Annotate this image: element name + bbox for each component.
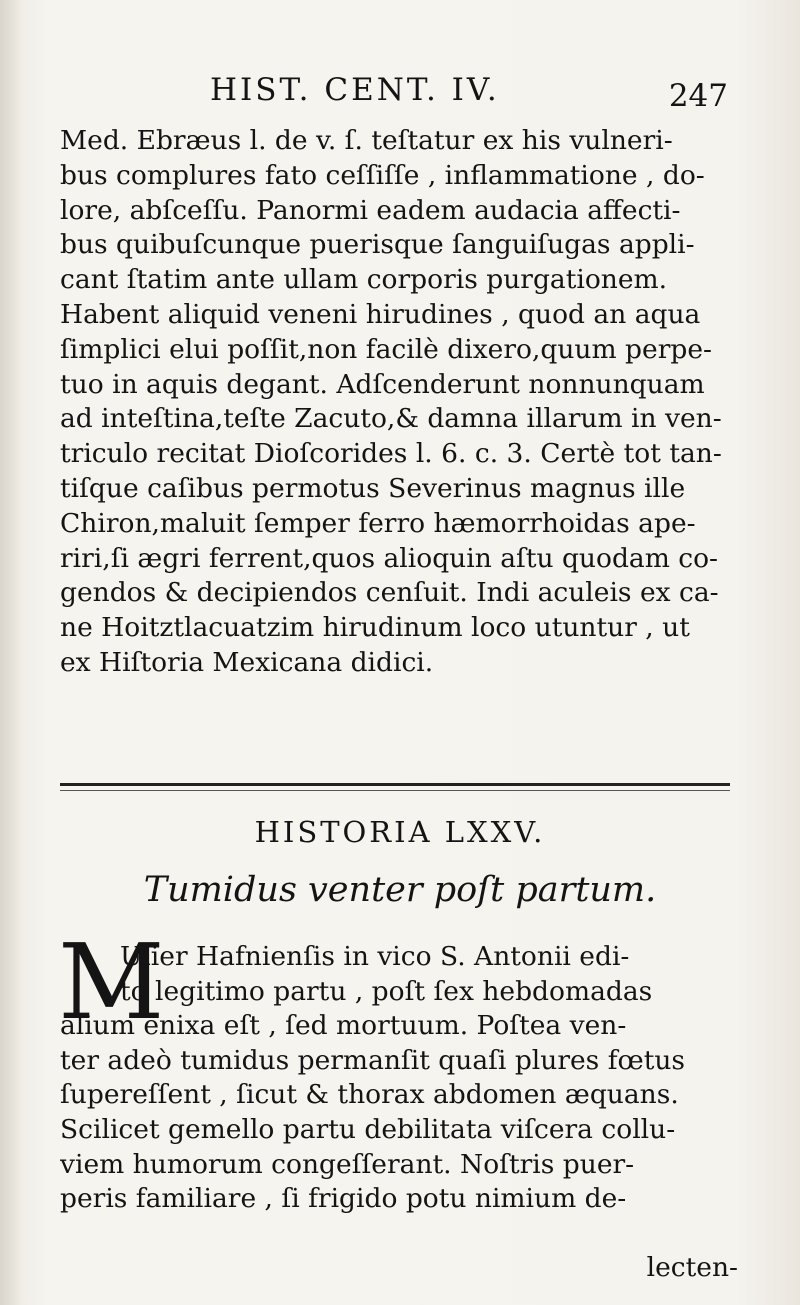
section-line: peris familiare , ſi frigido potu nimium de- xyxy=(60,1183,627,1215)
body-line: ex Hiſtoria Mexicana didici. xyxy=(60,646,434,678)
body-line: ne Hoitztlacuatzim hirudinum loco utuntur , ut xyxy=(60,612,690,644)
section-line: Ulier Hafnienſis in vico S. Antonii edi- xyxy=(120,941,630,972)
body-line: ad inteſtina,teſte Zacuto,& damna illarum in ven- xyxy=(60,403,722,435)
body-text xyxy=(60,124,740,681)
section-line: alium enixa eſt , ſed mortuum. Poſtea ven- xyxy=(60,1010,627,1042)
body-line: riri,ſi ægri ferrent,quos alioquin aſtu quodam co- xyxy=(60,542,719,574)
page-header xyxy=(60,72,740,118)
body-line: ſimplici elui poſſit,non facilè dixero,quum perpe- xyxy=(60,333,712,365)
section-heading: HISTORIA LXXV. xyxy=(254,815,546,849)
section-subtitle: Tumidus venter poſt partum. xyxy=(143,870,657,910)
body-line: Habent aliquid veneni hirudines , quod an aqua xyxy=(60,298,701,330)
section-line: ter adeò tumidus permanſit quaſi plures fœtus xyxy=(60,1044,686,1076)
page-gutter-shadow xyxy=(0,0,22,1305)
body-line: bus complures fato ceſſiſſe , inflammatione , do- xyxy=(60,159,705,191)
section-text xyxy=(60,940,740,1217)
section-divider-rule xyxy=(60,783,730,786)
body-line: tiſque caſibus permotus Severinus magnus ille xyxy=(60,472,686,504)
body-line: cant ſtatim ante ullam corporis purgationem. xyxy=(60,264,668,296)
running-head: HIST. CENT. IV. xyxy=(210,72,500,108)
body-line: triculo recitat Dioſcorides l. 6. c. 3. Certè tot tan- xyxy=(60,438,722,470)
body-line: bus quibuſcunque puerisque ſanguiſugas appli- xyxy=(60,229,695,261)
section-line: ſupereſſent , ſicut & thorax abdomen æquans. xyxy=(60,1079,679,1111)
section-divider-thin-rule xyxy=(60,790,730,791)
body-line: Chiron,maluit ſemper ferro hæmorrhoidas ape- xyxy=(60,507,696,539)
drop-cap: M xyxy=(58,921,165,1043)
body-line: Med. Ebræus l. de v. ſ. teſtatur ex his vulneri- xyxy=(60,125,673,156)
section-line: to legitimo partu , poſt ſex hebdomadas xyxy=(120,975,653,1007)
body-line: gendos & decipiendos cenſuit. Indi aculeis ex ca- xyxy=(60,577,719,609)
body-line: lore, abſceſſu. Panormi eadem audacia affecti- xyxy=(60,194,681,226)
body-line: tuo in aquis degant. Adſcenderunt nonnunquam xyxy=(60,368,705,400)
section-line: Scilicet gemello partu debilitata viſcera collu- xyxy=(60,1113,676,1145)
section-line: viem humorum congeſſerant. Noſtris puer- xyxy=(60,1148,635,1180)
page-number: 247 xyxy=(668,78,728,114)
catchword: lecten- xyxy=(646,1252,738,1283)
